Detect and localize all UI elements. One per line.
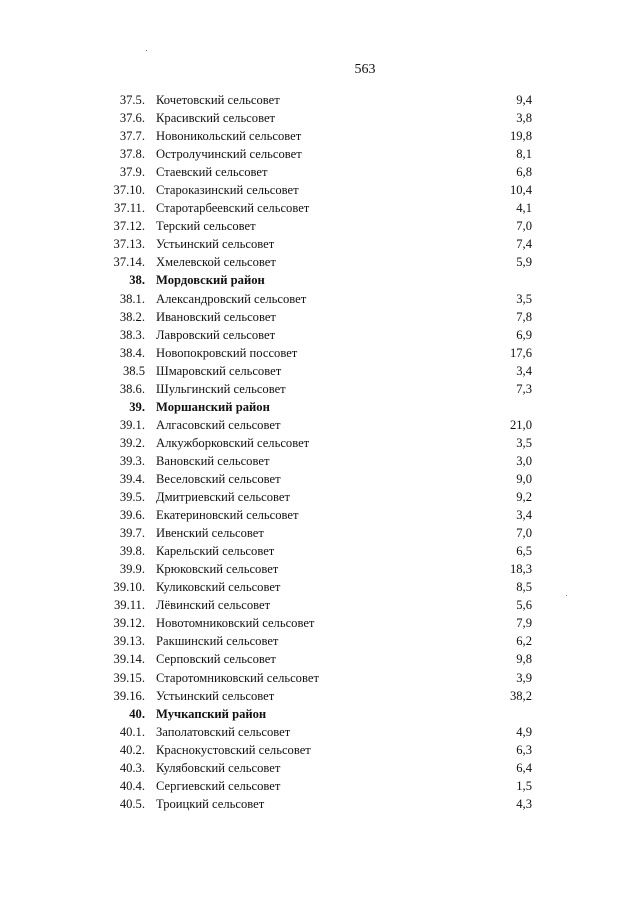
council-name: Александровский сельсовет xyxy=(156,291,307,306)
table-row xyxy=(0,235,640,253)
table-row xyxy=(0,380,640,398)
table-row xyxy=(0,253,640,271)
row-number: 39. xyxy=(129,399,145,414)
row-number: 40.4. xyxy=(119,778,145,793)
row-number: 38.5 xyxy=(122,363,145,378)
council-name: Кулябовский сельсовет xyxy=(156,760,281,775)
section-heading-row xyxy=(0,398,640,416)
row-number: 39.14. xyxy=(113,652,145,667)
table-row xyxy=(0,181,640,199)
council-name: Алкужборковский сельсовет xyxy=(156,435,310,450)
row-number: 37.12. xyxy=(113,219,145,234)
council-name: Терский сельсовет xyxy=(156,219,256,234)
row-number: 39.3. xyxy=(119,453,145,468)
table-row xyxy=(0,795,640,813)
row-value: 6,2 xyxy=(516,634,532,649)
council-name: Новотомниковский сельсовет xyxy=(156,616,315,631)
row-number: 39.2. xyxy=(119,435,145,450)
council-name: Веселовский сельсовет xyxy=(156,471,281,486)
council-name: Лавровский сельсовет xyxy=(156,327,276,342)
row-value: 21,0 xyxy=(509,417,532,432)
row-number: 38. xyxy=(129,273,145,288)
table-row xyxy=(0,326,640,344)
table-row xyxy=(0,506,640,524)
council-name: Ивенский сельсовет xyxy=(156,526,264,541)
row-number: 39.16. xyxy=(113,688,145,703)
district-name: Мучкапский район xyxy=(156,706,267,721)
council-name: Сергиевский сельсовет xyxy=(156,778,281,793)
row-value: 17,6 xyxy=(509,345,532,360)
row-value: 3,4 xyxy=(516,363,532,378)
table-row xyxy=(0,109,640,127)
table-row xyxy=(0,416,640,434)
row-value: 3,5 xyxy=(516,435,532,450)
table-row xyxy=(0,524,640,542)
row-number: 38.4. xyxy=(119,345,145,360)
table-row xyxy=(0,91,640,109)
row-value: 8,5 xyxy=(516,580,532,595)
row-number: 38.3. xyxy=(119,327,145,342)
row-value: 7,0 xyxy=(516,219,532,234)
scan-speck xyxy=(146,50,147,51)
council-name: Дмитриевский сельсовет xyxy=(156,490,291,505)
data-table xyxy=(0,91,640,813)
council-name: Алгасовский сельсовет xyxy=(156,417,281,432)
row-value: 4,9 xyxy=(516,724,532,739)
council-name: Ивановский сельсовет xyxy=(156,309,276,324)
section-heading-row xyxy=(0,705,640,723)
row-number: 39.10. xyxy=(113,580,145,595)
row-number: 39.11. xyxy=(113,598,145,613)
row-number: 37.6. xyxy=(119,111,145,126)
council-name: Карельский сельсовет xyxy=(156,544,275,559)
council-name: Остролучинский сельсовет xyxy=(156,147,302,162)
council-name: Новопокровский поссовет xyxy=(156,345,298,360)
council-name: Серповский сельсовет xyxy=(156,652,276,667)
row-value: 3,9 xyxy=(516,670,532,685)
table-row xyxy=(0,362,640,380)
table-row xyxy=(0,452,640,470)
row-value: 6,4 xyxy=(516,760,532,775)
row-number: 39.6. xyxy=(119,508,145,523)
table-row xyxy=(0,741,640,759)
council-name: Кочетовский сельсовет xyxy=(156,93,280,107)
table-row xyxy=(0,560,640,578)
table-row xyxy=(0,650,640,668)
row-value: 5,6 xyxy=(516,598,532,613)
table-row xyxy=(0,759,640,777)
table-row xyxy=(0,127,640,145)
row-number: 39.7. xyxy=(119,526,145,541)
table-row xyxy=(0,199,640,217)
row-value: 3,5 xyxy=(516,291,532,306)
council-name: Устьинский сельсовет xyxy=(156,688,275,703)
table-row xyxy=(0,470,640,488)
row-value: 6,3 xyxy=(516,742,532,757)
council-name: Старотарбеевский сельсовет xyxy=(156,201,310,216)
table-row xyxy=(0,669,640,687)
row-value: 9,2 xyxy=(516,490,532,505)
row-value: 9,0 xyxy=(516,471,532,486)
row-number: 40.5. xyxy=(119,796,145,811)
council-name: Шульгинский сельсовет xyxy=(156,381,286,396)
row-number: 39.9. xyxy=(119,562,145,577)
row-number: 38.1. xyxy=(119,291,145,306)
row-value: 7,3 xyxy=(516,381,532,396)
table-row xyxy=(0,723,640,741)
row-number: 37.7. xyxy=(119,129,145,144)
row-number: 37.11. xyxy=(113,201,145,216)
row-value: 3,8 xyxy=(516,111,532,126)
row-number: 40.2. xyxy=(119,742,145,757)
row-value: 10,4 xyxy=(509,183,532,198)
row-number: 37.5. xyxy=(119,93,145,107)
row-value: 4,1 xyxy=(516,201,532,216)
council-name: Крюковский сельсовет xyxy=(156,562,279,577)
district-name: Мордовский район xyxy=(156,273,265,288)
section-heading-row xyxy=(0,271,640,289)
table-row xyxy=(0,434,640,452)
row-number: 40.3. xyxy=(119,760,145,775)
table-row xyxy=(0,777,640,795)
council-name: Старотомниковский сельсовет xyxy=(156,670,319,685)
row-value: 3,4 xyxy=(516,508,532,523)
council-name: Хмелевской сельсовет xyxy=(156,255,276,270)
row-number: 39.4. xyxy=(119,471,145,486)
row-number: 39.5. xyxy=(119,490,145,505)
council-name: Заполатовский сельсовет xyxy=(156,724,291,739)
table-row xyxy=(0,632,640,650)
row-value: 18,3 xyxy=(509,562,532,577)
row-value: 3,0 xyxy=(516,453,532,468)
row-number: 40.1. xyxy=(119,724,145,739)
council-name: Куликовский сельсовет xyxy=(156,580,281,595)
row-value: 7,9 xyxy=(516,616,532,631)
row-number: 38.2. xyxy=(119,309,145,324)
table-row xyxy=(0,488,640,506)
council-name: Екатериновский сельсовет xyxy=(156,508,299,523)
row-number: 40. xyxy=(129,706,145,721)
council-name: Новоникольский сельсовет xyxy=(156,129,302,144)
row-number: 37.9. xyxy=(119,165,145,180)
row-number: 37.10. xyxy=(113,183,145,198)
table-row xyxy=(0,163,640,181)
council-name: Шмаровский сельсовет xyxy=(156,363,282,378)
row-value: 6,5 xyxy=(516,544,532,559)
row-value: 8,1 xyxy=(516,147,532,162)
row-value: 19,8 xyxy=(509,129,532,144)
row-value: 38,2 xyxy=(509,688,532,703)
row-number: 39.8. xyxy=(119,544,145,559)
table-row xyxy=(0,344,640,362)
row-value: 9,4 xyxy=(516,93,532,107)
council-name: Лёвинский сельсовет xyxy=(156,598,271,613)
row-value: 7,8 xyxy=(516,309,532,324)
council-name: Стаевский сельсовет xyxy=(156,165,268,180)
row-number: 39.1. xyxy=(119,417,145,432)
district-name: Моршанский район xyxy=(156,399,270,414)
row-value: 6,9 xyxy=(516,327,532,342)
council-name: Вановский сельсовет xyxy=(156,453,270,468)
table-row xyxy=(0,290,640,308)
table-row xyxy=(0,145,640,163)
row-number: 39.13. xyxy=(113,634,145,649)
row-number: 38.6. xyxy=(119,381,145,396)
row-number: 37.8. xyxy=(119,147,145,162)
council-name: Краснокустовский сельсовет xyxy=(156,742,311,757)
row-value: 1,5 xyxy=(516,778,532,793)
row-number: 39.15. xyxy=(113,670,145,685)
table-row xyxy=(0,308,640,326)
table-row xyxy=(0,596,640,614)
council-name: Староказинский сельсовет xyxy=(156,183,299,198)
row-number: 37.14. xyxy=(113,255,145,270)
page-number: 563 xyxy=(354,62,376,77)
row-value: 5,9 xyxy=(516,255,532,270)
row-value: 4,3 xyxy=(516,796,532,811)
table-row xyxy=(0,217,640,235)
council-name: Ракшинский сельсовет xyxy=(156,634,279,649)
row-value: 7,0 xyxy=(516,526,532,541)
row-number: 37.13. xyxy=(113,237,145,252)
table-row xyxy=(0,578,640,596)
row-value: 9,8 xyxy=(516,652,532,667)
council-name: Троицкий сельсовет xyxy=(156,796,265,811)
row-value: 6,8 xyxy=(516,165,532,180)
row-value: 7,4 xyxy=(516,237,532,252)
table-row xyxy=(0,687,640,705)
council-name: Красивский сельсовет xyxy=(156,111,276,126)
table-row xyxy=(0,542,640,560)
table-row xyxy=(0,614,640,632)
row-number: 39.12. xyxy=(113,616,145,631)
council-name: Устьинский сельсовет xyxy=(156,237,275,252)
